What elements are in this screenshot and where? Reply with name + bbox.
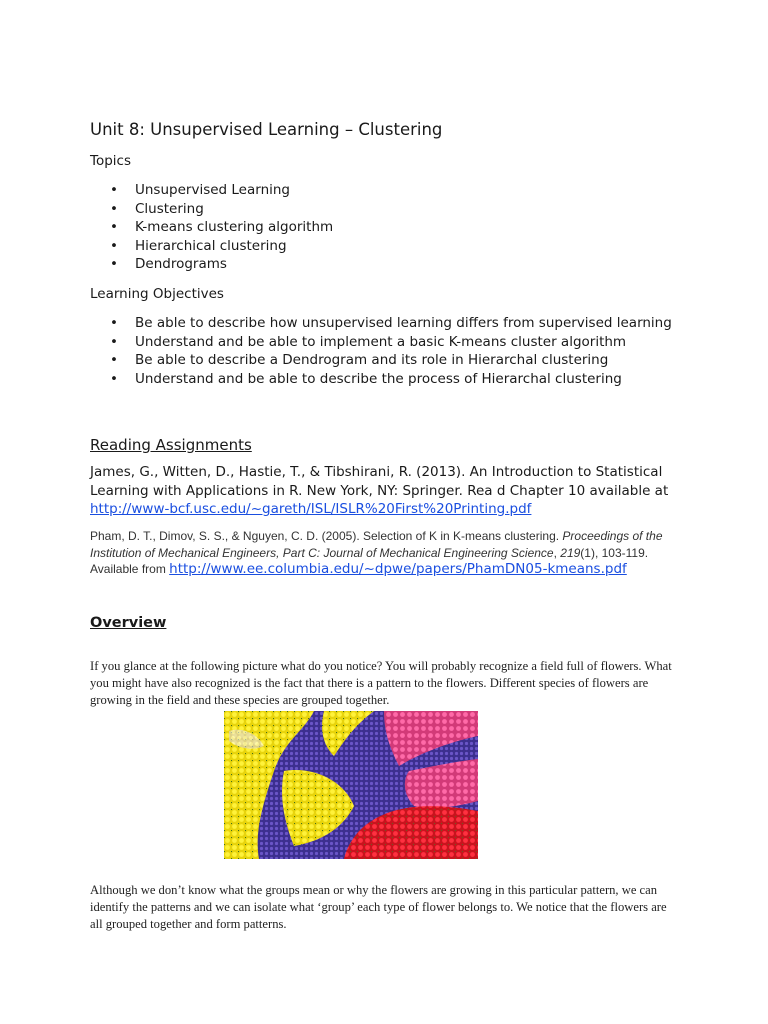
overview-paragraph-1: If you glance at the following picture what do you notice? You will probably recognize a field full of flowers. What you might have also recognized is the fact that there is a pattern to the flowers. Different species of flowers are growing in the field and these species are grouped together. [90, 658, 672, 707]
list-item: • Hierarchical clustering [110, 237, 287, 254]
overview-paragraph-2: Although we don’t know what the groups mean or why the flowers are growing in this particular pattern, we can identify the patterns and we can isolate what ‘group’ each type of flower belongs to. We notice that the flowers are all grouped together and form patterns. [90, 882, 667, 931]
list-item: • Understand and be able to implement a basic K-means cluster algorithm [110, 333, 627, 350]
page-title: Unit 8: Unsupervised Learning – Clustering [90, 120, 443, 139]
list-item: • Be able to describe a Dendrogram and its role in Hierarchal clustering [110, 352, 609, 369]
topics-label: Topics [90, 153, 131, 169]
list-item: • Dendrograms [110, 256, 227, 273]
reference-james: James, G., Witten, D., Hastie, T., & Tibshirani, R. (2013). An Introduction to Statistical Learning with Applications in R. New York, NY: Springer. Rea d Chapter 10 available at http://www-bcf.usc.edu/~gareth/ISL/ISLR%20First%20Printing.pdf [90, 464, 669, 517]
list-item: • Be able to describe how unsupervised learning differs from supervised learning [110, 315, 672, 331]
objectives-label: Learning Objectives [90, 286, 224, 302]
list-item: • K-means clustering algorithm [110, 219, 334, 236]
kmeans-paper-link[interactable]: http://www.ee.columbia.edu/~dpwe/papers/PhamDN05-kmeans.pdf [169, 561, 627, 577]
objectives-list [90, 314, 680, 388]
reading-assignments-heading: Reading Assignments [90, 436, 252, 454]
list-item: • Unsupervised Learning [110, 182, 290, 198]
overview-heading: Overview [90, 615, 167, 631]
reference-pham: Pham, D. T., Dimov, S. S., & Nguyen, C. D. (2005). Selection of K in K-means clustering. Proceedings of the Institution of Mechanical Engineers, Part C: Journal of Mechanical Engineering Science, 219(1), 103-119. Available from http://www.ee.columbia.edu/~dpwe/papers/PhamDN05-kmeans.pdf [90, 529, 663, 577]
topics-list [90, 181, 680, 274]
islr-pdf-link[interactable]: http://www-bcf.usc.edu/~gareth/ISL/ISLR%20First%20Printing.pdf [90, 501, 532, 517]
list-item: • Clustering [110, 200, 204, 217]
flower-field-image [224, 711, 478, 859]
list-item: • Understand and be able to describe the process of Hierarchal clustering [110, 370, 622, 387]
